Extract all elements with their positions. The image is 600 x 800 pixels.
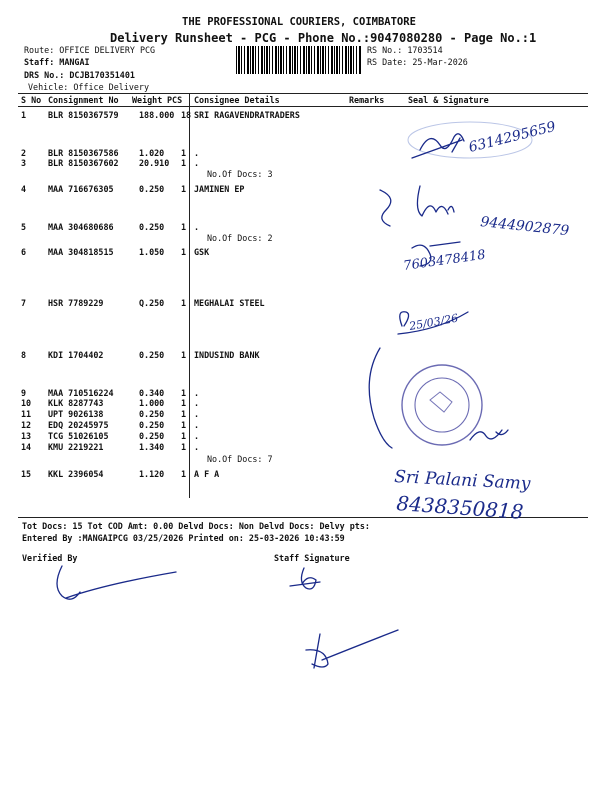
col-consignee: Consignee Details — [194, 95, 280, 105]
row-sno: 6 — [21, 247, 27, 257]
signature-row15 — [394, 467, 532, 524]
date-handwriting: 25/03/26 — [408, 311, 460, 333]
row-consignment: UPT 9026138 — [48, 409, 104, 419]
row-weight: 0.250 — [139, 184, 165, 194]
row-weight: 0.250 — [139, 350, 165, 360]
row-consignee: A F A — [194, 469, 220, 479]
row-pcs: 1 — [181, 148, 187, 158]
row-weight: 0.250 — [139, 431, 165, 441]
row-consignment: MAA 304680686 — [48, 222, 114, 232]
bank-seal — [369, 348, 508, 448]
row-weight: 1.020 — [139, 148, 165, 158]
phone-handwriting: 9444902879 — [479, 214, 570, 240]
row-consignment: MAA 716676305 — [48, 184, 114, 194]
row-consignee: . — [194, 388, 200, 398]
row-weight: 0.340 — [139, 388, 165, 398]
row-consignee: . — [194, 409, 200, 419]
staff-signature — [290, 568, 398, 668]
company-title: THE PROFESSIONAL COURIERS, COIMBATORE — [182, 16, 416, 28]
rs-date: RS Date: 25-Mar-2026 — [367, 57, 468, 67]
row-pcs: 1 — [181, 298, 187, 308]
row-consignee: . — [194, 431, 200, 441]
row-consignee: . — [194, 398, 200, 408]
row-weight: 0.250 — [139, 222, 165, 232]
row-weight: 0.250 — [139, 420, 165, 430]
row-consignment: TCG 51026105 — [48, 431, 109, 441]
name-handwriting: Sri Palani Samy — [393, 467, 531, 495]
phone-handwriting: 8438350818 — [395, 491, 525, 524]
drs-number: DRS No.: DCJB170351401 — [24, 70, 135, 80]
signature-row4 — [380, 186, 570, 239]
row-weight: 1.000 — [139, 398, 165, 408]
doc-count-note: No.Of Docs: 7 — [207, 454, 273, 464]
row-sno: 10 — [21, 398, 32, 408]
row-sno: 14 — [21, 442, 32, 452]
row-consignee: . — [194, 148, 200, 158]
row-weight: 20.910 — [139, 158, 170, 168]
row-consignment: KMU 2219221 — [48, 442, 104, 452]
row-consignment: BLR 8150367579 — [48, 110, 119, 120]
vehicle-label: Vehicle: Office Delivery — [28, 82, 150, 92]
row-consignee: INDUSIND BANK — [194, 350, 260, 360]
row-weight: 1.120 — [139, 469, 165, 479]
row-consignment: HSR 7789229 — [48, 298, 104, 308]
runsheet-subtitle: Delivery Runsheet - PCG - Phone No.:9047080280 - Page No.:1 — [110, 31, 537, 45]
row-pcs: 1 — [181, 442, 187, 452]
row-pcs: 1 — [181, 409, 187, 419]
row-consignee: . — [194, 420, 200, 430]
row-consignee: SRI RAGAVENDRATRADERS — [194, 110, 300, 120]
row-pcs: 1 — [181, 388, 187, 398]
row-pcs: 1 — [181, 247, 187, 257]
verified-by-label: Verified By — [22, 553, 78, 563]
doc-count-note: No.Of Docs: 2 — [207, 233, 273, 243]
col-seal-signature: Seal & Signature — [408, 95, 489, 105]
phone-handwriting: 7603478418 — [402, 247, 487, 274]
verified-by-signature — [57, 566, 176, 599]
row-consignee: . — [194, 158, 200, 168]
signature-row1 — [412, 119, 557, 158]
staff-signature-label: Staff Signature — [274, 553, 350, 563]
row-sno: 2 — [21, 148, 27, 158]
row-consignment: KDI 1704402 — [48, 350, 104, 360]
row-consignee: JAMINEN EP — [194, 184, 245, 194]
phone-handwriting: 6314295659 — [467, 118, 558, 156]
signature-row7 — [398, 312, 468, 334]
row-sno: 13 — [21, 431, 32, 441]
row-pcs: 1 — [181, 420, 187, 430]
row-pcs: 1 — [181, 469, 187, 479]
row-weight: 1.340 — [139, 442, 165, 452]
row-sno: 5 — [21, 222, 27, 232]
col-pcs: PCS — [167, 95, 183, 105]
col-sno: S No — [21, 95, 42, 105]
entered-by-line: Entered By :MANGAIPCG 03/25/2026 Printed on: 25-03-2026 10:43:59 — [22, 533, 345, 543]
row-pcs: 1 — [181, 184, 187, 194]
row-consignment: KKL 2396054 — [48, 469, 104, 479]
row-weight: Q.250 — [139, 298, 165, 308]
signature-row6 — [402, 242, 486, 274]
row-sno: 8 — [21, 350, 27, 360]
row-sno: 15 — [21, 469, 32, 479]
row-consignee: . — [194, 222, 200, 232]
row-consignee: GSK — [194, 247, 210, 257]
row-pcs: 1 — [181, 431, 187, 441]
row-sno: 11 — [21, 409, 32, 419]
row-sno: 7 — [21, 298, 27, 308]
row-consignee: MEGHALAI STEEL — [194, 298, 265, 308]
row-sno: 12 — [21, 420, 32, 430]
row-consignment: KLK 8287743 — [48, 398, 104, 408]
row-weight: 1.050 — [139, 247, 165, 257]
row-pcs: 18 — [181, 110, 192, 120]
row-consignee: . — [194, 442, 200, 452]
row-pcs: 1 — [181, 222, 187, 232]
staff-label: Staff: MANGAI — [24, 57, 90, 67]
doc-count-note: No.Of Docs: 3 — [207, 169, 273, 179]
col-consignment: Consignment No — [48, 95, 119, 105]
route-label: Route: OFFICE DELIVERY PCG — [24, 45, 156, 55]
col-weight: Weight — [132, 95, 163, 105]
row-consignment: BLR 8150367602 — [48, 158, 119, 168]
row-consignment: EDQ 20245975 — [48, 420, 109, 430]
row-consignment: BLR 8150367586 — [48, 148, 119, 158]
row-sno: 4 — [21, 184, 27, 194]
col-remarks: Remarks — [349, 95, 385, 105]
row-sno: 9 — [21, 388, 27, 398]
row-consignment: MAA 710516224 — [48, 388, 114, 398]
row-weight: 188.000 — [139, 110, 175, 120]
row-pcs: 1 — [181, 350, 187, 360]
row-consignment: MAA 304818515 — [48, 247, 114, 257]
row-sno: 1 — [21, 110, 27, 120]
row-weight: 0.250 — [139, 409, 165, 419]
row-pcs: 1 — [181, 158, 187, 168]
row-sno: 3 — [21, 158, 27, 168]
totals-line: Tot Docs: 15 Tot COD Amt: 0.00 Delvd Docs: Non Delvd Docs: Delvy pts: — [22, 521, 370, 531]
rs-number: RS No.: 1703514 — [367, 45, 443, 55]
row-pcs: 1 — [181, 398, 187, 408]
